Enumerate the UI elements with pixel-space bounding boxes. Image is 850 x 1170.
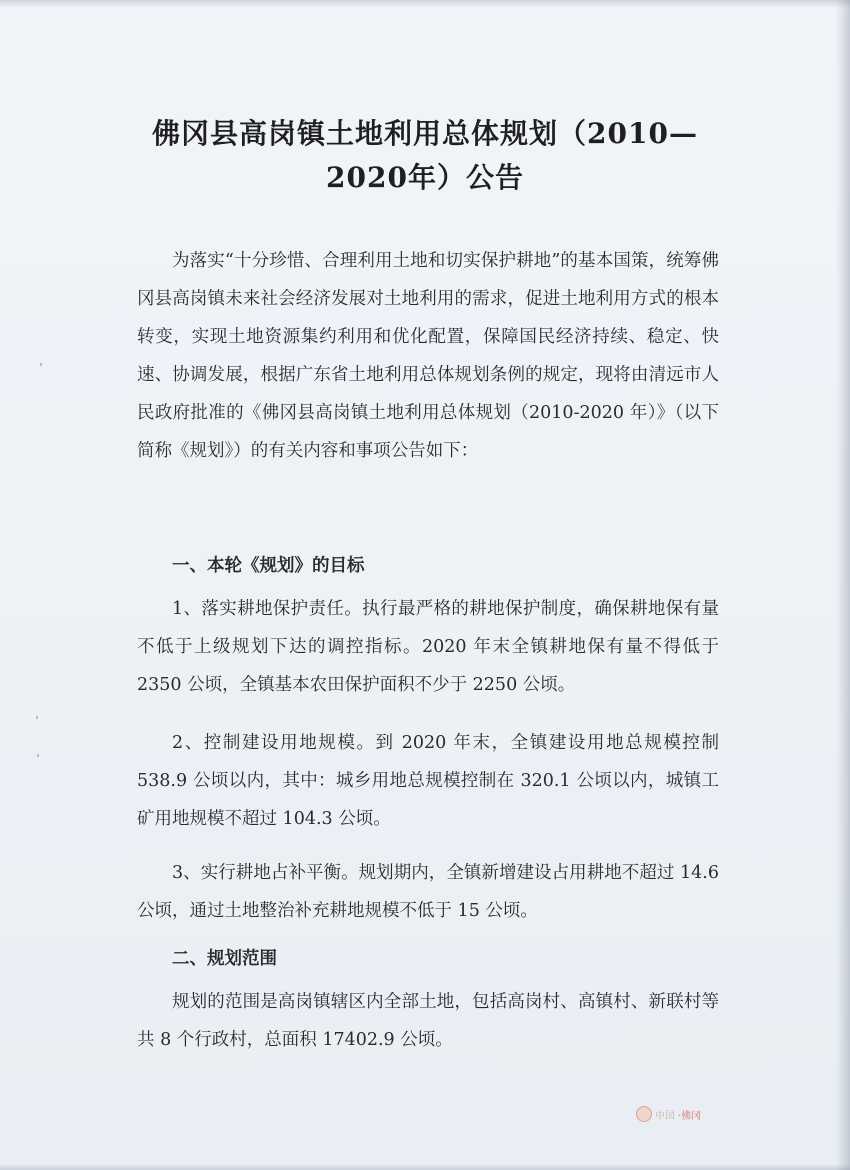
intro-paragraph: 为落实“十分珍惜、合理利用土地和切实保护耕地”的基本国策，统筹佛冈县高岗镇未来社会经济发展对土地利用的需求，促进土地利用方式的根本转变，实现土地资源集约利用和优化配置，保障国民经济持续、稳定、快速、协调发展，根据广东省土地利用总体规划条例的规定，现将由清远市人民政府批准的《佛冈县高岗镇土地利用总体规划（2010-2020 年）》（以下简称《规划》）的有关内容和事项公告如下：	[137, 251, 719, 461]
document-title-line-2: 2020年）公告	[326, 161, 524, 194]
section-2-paragraph: 规划的范围是高岗镇辖区内全部土地，包括高岗村、高镇村、新联村等共 8 个行政村，总面积 17402.9 公顷。	[137, 992, 719, 1050]
section-1-heading: 一、本轮《规划》的目标	[172, 556, 365, 576]
document-title-line-1: 佛冈县高岗镇土地利用总体规划（2010—	[152, 117, 698, 150]
scan-speck	[40, 363, 42, 366]
section-2-heading: 二、规划范围	[172, 949, 277, 969]
section-1-item-2: 2、控制建设用地规模。到 2020 年末，全镇建设用地总规模控制 538.9 公顷以内，其中：城乡用地总规模控制在 320.1 公顷以内，城镇工矿用地规模不超过 104.3 公顷。	[137, 733, 719, 829]
scan-shadow-top	[0, 0, 850, 8]
watermark-accent-text: ·佛冈	[678, 1110, 702, 1122]
emblem-icon	[636, 1106, 652, 1122]
watermark-text: 中国	[655, 1110, 675, 1122]
site-watermark	[636, 1106, 701, 1122]
section-1-item-1: 1、落实耕地保护责任。执行最严格的耕地保护制度，确保耕地保有量不低于上级规划下达的调控指标。2020 年末全镇耕地保有量不得低于 2350 公顷，全镇基本农田保护面积不少于 2250 公顷。	[137, 599, 719, 695]
scan-speck	[37, 754, 39, 757]
section-1-item-3: 3、实行耕地占补平衡。规划期内，全镇新增建设占用耕地不超过 14.6 公顷，通过土地整治补充耕地规模不低于 15 公顷。	[137, 863, 719, 921]
scan-speck	[36, 716, 38, 719]
scan-shadow-right	[836, 0, 850, 1170]
scan-shadow-bottom	[0, 1164, 850, 1170]
